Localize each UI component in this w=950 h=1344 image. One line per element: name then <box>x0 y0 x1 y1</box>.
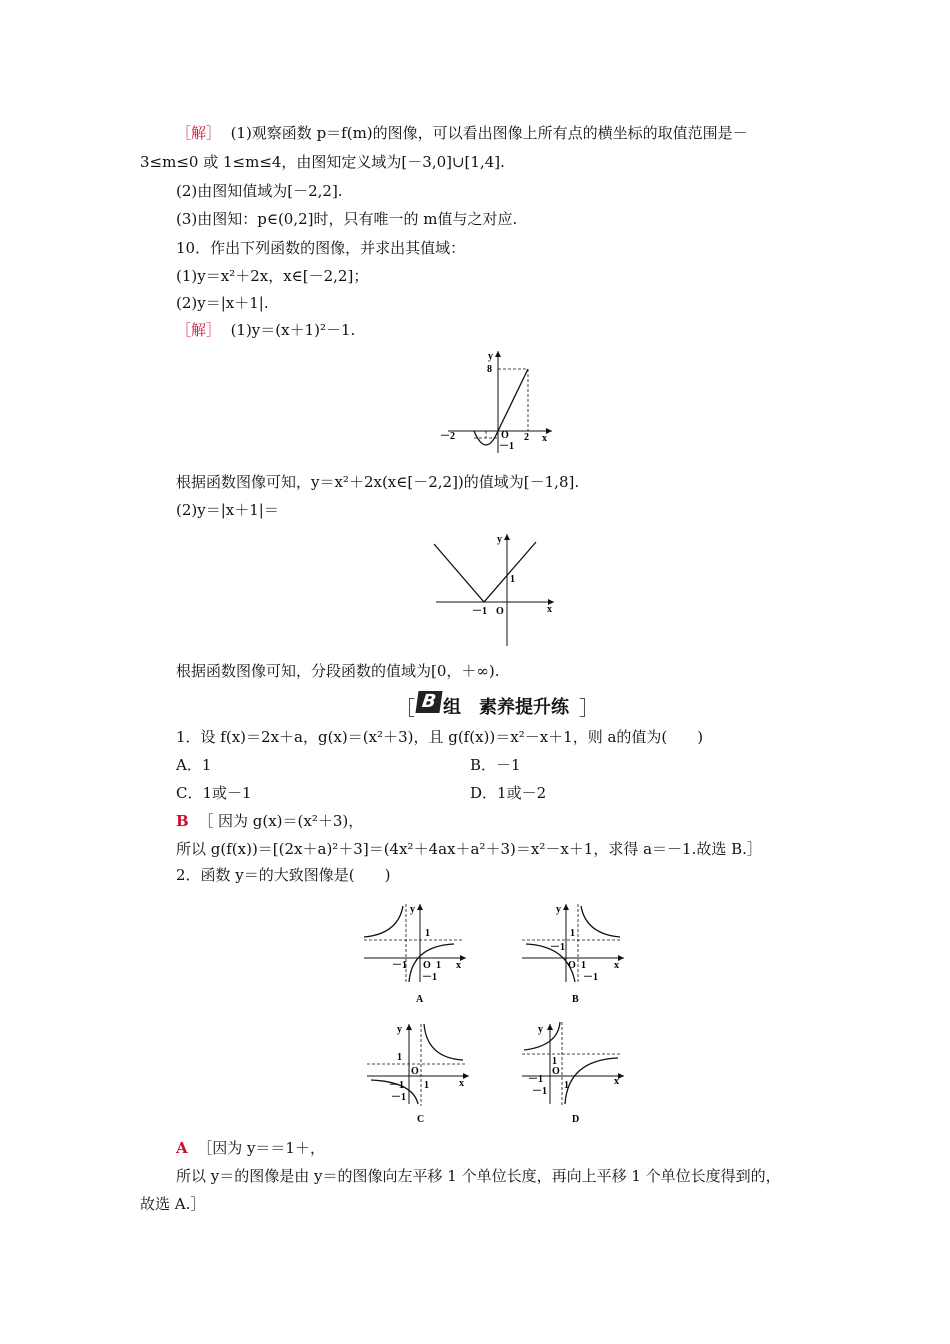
range-statement-1: 根据函数图像可知，y＝x²＋2x(x∈[－2,2])的值域为[－1,8]. <box>176 473 580 491</box>
option-a: A．1 <box>176 756 212 774</box>
question-1-explanation-line2: 所以 g(f(x))＝[(2x＋a)²＋3]＝(4x²＋4ax＋a²＋3)＝x²－x＋1，求得 a＝－1.故选 B.］ <box>176 840 762 858</box>
explanation-text: ［ 因为 g(x)＝(x²＋3)， <box>198 812 364 830</box>
section-letter: B <box>415 691 442 713</box>
origin-label: O <box>496 606 504 617</box>
bracket-open: ［ <box>395 696 415 720</box>
tick-1: 1 <box>436 960 441 971</box>
option-b: B．－1 <box>470 756 521 774</box>
range-statement-2: 根据函数图像可知，分段函数的值域为[0，＋∞). <box>176 662 500 680</box>
solution-10-part1: (1)y＝(x＋1)²－1. <box>230 321 356 339</box>
tick-1: 1 <box>552 1056 557 1067</box>
option-label-c: C <box>417 1114 425 1125</box>
solution-10-line1 <box>176 320 355 340</box>
option-graph-b <box>520 898 630 1008</box>
question-10-stem: 10．作出下列函数的图像，并求出其值域： <box>176 239 466 257</box>
tick-minus-1: －1 <box>392 960 407 971</box>
x-label: x <box>614 1076 619 1087</box>
solution-10-part2: (2)y＝|x＋1|＝ <box>176 501 279 519</box>
question-10-sub1: (1)y＝x²＋2x，x∈[－2,2]； <box>176 267 369 285</box>
tick-minus-1: －1 <box>499 441 514 452</box>
option-label-a: A <box>416 994 424 1005</box>
explanation-text: ［因为 y＝＝1＋， <box>197 1139 325 1157</box>
question-1-stem: 1．设 f(x)＝2x＋a，g(x)＝(x²＋3)，且 g(f(x))＝x²－x＋1，则 a的值为( ) <box>176 728 704 746</box>
section-title: 组 素养提升练 <box>443 697 569 718</box>
solution-9-line2: 3≤m≤0 或 1≤m≤4，由图知定义域为[－3,0]∪[1,4]. <box>140 153 505 171</box>
graph-parabola <box>430 345 560 460</box>
tick-1: 1 <box>581 960 586 971</box>
section-header <box>395 690 605 718</box>
tick-1: 1 <box>424 1080 429 1091</box>
origin-label: O <box>552 1066 560 1077</box>
origin-label: O <box>423 960 431 971</box>
v-curve <box>434 542 536 602</box>
y-label: y <box>556 904 561 915</box>
question-2-explanation-line3: 故选 A.］ <box>140 1195 206 1213</box>
option-graph-d <box>520 1018 630 1128</box>
origin-label: O <box>501 430 509 441</box>
option-graph-c <box>365 1018 475 1128</box>
question-2-explanation-line2: 所以 y＝的图像是由 y＝的图像向左平移 1 个单位长度，再向上平移 1 个单位长度得到的， <box>176 1167 781 1185</box>
x-label: x <box>547 604 552 615</box>
solution-9-part2: (2)由图知值域为[－2,2]. <box>176 182 343 200</box>
tick-8: 8 <box>487 364 492 375</box>
graph-absolute-value <box>430 528 565 650</box>
option-c: C．1或－1 <box>176 784 252 802</box>
option-label-b: B <box>572 994 579 1005</box>
tick-minus-1: －1 <box>389 1080 404 1091</box>
solution-tag: ［解］ <box>176 321 222 339</box>
y-label: y <box>397 1024 402 1035</box>
tick-minus-1: －1 <box>528 1074 543 1085</box>
solution-9-part3: (3)由图知：p∈(0,2]时，只有唯一的 m值与之对应. <box>176 210 518 228</box>
tick-minus-1: －1 <box>422 972 437 983</box>
y-axis-arrow <box>406 1024 412 1030</box>
solution-9-part1: (1)观察函数 p＝f(m)的图像，可以看出图像上所有点的横坐标的取值范围是－ <box>230 124 748 142</box>
tick-2: 2 <box>524 432 529 443</box>
y-axis-arrow <box>563 904 569 910</box>
curve-lower-right <box>565 1058 618 1104</box>
tick-minus-1: －1 <box>583 972 598 983</box>
tick-minus-1: －1 <box>391 1092 406 1103</box>
origin-label: O <box>411 1066 419 1077</box>
curve-upper-right <box>424 1024 463 1060</box>
question-2-explanation-line1 <box>176 1138 325 1158</box>
question-1-explanation-line1 <box>176 811 363 831</box>
y-axis-arrow <box>504 534 510 540</box>
tick-1: 1 <box>564 1080 569 1091</box>
y-label: y <box>410 904 415 915</box>
origin-label: O <box>568 960 576 971</box>
answer-label: B <box>176 812 189 830</box>
tick-minus-1: －1 <box>532 1086 547 1097</box>
solution-tag: ［解］ <box>176 124 222 142</box>
tick-1: 1 <box>425 928 430 939</box>
answer-label: A <box>176 1139 188 1157</box>
tick-1: 1 <box>397 1052 402 1063</box>
question-10-sub2: (2)y＝|x＋1|. <box>176 294 269 312</box>
tick-1: 1 <box>510 574 515 585</box>
tick-1: 1 <box>570 928 575 939</box>
y-label: y <box>488 351 493 362</box>
y-axis-arrow <box>547 1024 553 1030</box>
y-axis-arrow <box>495 351 501 357</box>
option-d: D．1或－2 <box>470 784 547 802</box>
tick-minus-2: －2 <box>440 431 455 442</box>
curve-upper-left <box>364 906 403 937</box>
option-graph-a <box>362 898 472 1008</box>
x-label: x <box>542 433 547 444</box>
curve-upper-right <box>581 906 620 937</box>
y-label: y <box>538 1024 543 1035</box>
y-axis-arrow <box>417 904 423 910</box>
x-label: x <box>614 960 619 971</box>
question-2-stem: 2．函数 y＝的大致图像是( ) <box>176 866 391 884</box>
x-label: x <box>459 1078 464 1089</box>
tick-minus-1: －1 <box>550 942 565 953</box>
solution-9-line1 <box>176 123 748 143</box>
option-label-d: D <box>572 1114 580 1125</box>
tick-minus-1: －1 <box>472 606 487 617</box>
y-label: y <box>497 534 502 545</box>
bracket-close: ］ <box>579 696 599 720</box>
x-label: x <box>456 960 461 971</box>
